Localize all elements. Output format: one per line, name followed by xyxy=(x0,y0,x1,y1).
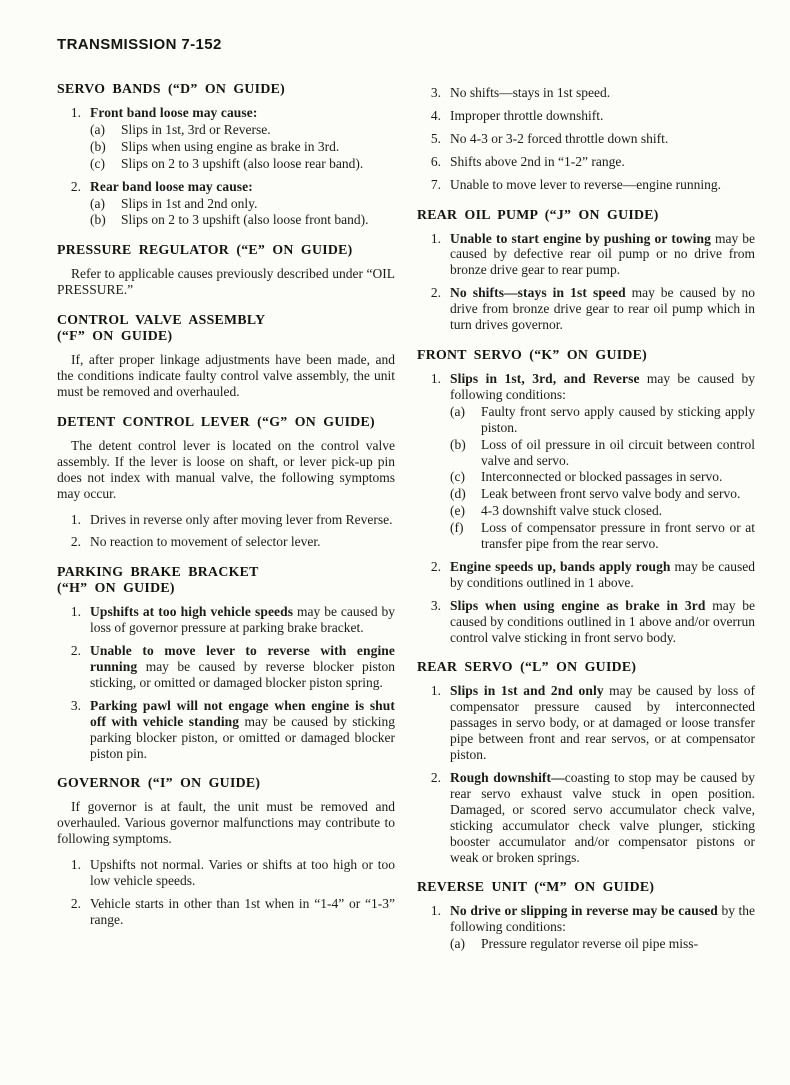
sub-item-text: Slips in 1st and 2nd only. xyxy=(121,195,258,211)
item-body xyxy=(90,512,395,528)
sub-item xyxy=(450,469,755,485)
list-item xyxy=(417,770,755,865)
section-heading-line: DETENT CONTROL LEVER (“G” ON GUIDE) xyxy=(57,413,375,429)
item-bold-lead: Slips when using engine as brake in 3rd xyxy=(450,597,706,613)
item-bold-lead: Rear band loose may cause: xyxy=(90,178,253,194)
list-item xyxy=(57,179,395,229)
item-number: 2. xyxy=(70,896,81,911)
sub-item-label: (e) xyxy=(450,503,465,519)
sub-item xyxy=(90,196,395,212)
list-item xyxy=(417,177,755,193)
sub-item-label: (a) xyxy=(450,403,465,419)
section-heading-line: FRONT SERVO (“K” ON GUIDE) xyxy=(417,346,648,362)
section-heading xyxy=(417,659,755,675)
item-number: 6. xyxy=(430,153,441,169)
list-item xyxy=(57,896,395,928)
section-heading-line: SERVO BANDS (“D” ON GUIDE) xyxy=(57,81,286,96)
item-bold-lead: Parking pawl will not engage when engine is shut off with vehicle standing xyxy=(90,697,395,729)
item-body xyxy=(90,857,395,889)
sub-item xyxy=(450,936,755,952)
item-bold-lead: Unable to start engine by pushing or towing xyxy=(450,230,711,246)
sub-item-text: Interconnected or blocked passages in servo. xyxy=(481,469,723,485)
item-text: may be caused by no drive from bronze drive gear to rear oil pump which in turn drives governor. xyxy=(450,285,756,333)
sub-item-text: Slips on 2 to 3 upshift (also loose front band). xyxy=(121,212,369,228)
item-bold-lead: Slips in 1st, 3rd, and Reverse xyxy=(450,370,640,386)
list-item xyxy=(417,131,755,147)
paragraph: The detent control lever is located on the control valve assembly. If the lever is loose on shaft, or lever pick-up pin does not index with manual valve, the following symptoms may occur. xyxy=(57,437,395,501)
sub-item-label: (a) xyxy=(90,195,105,211)
page-header: TRANSMISSION 7-152 xyxy=(57,36,222,53)
sub-item-label: (c) xyxy=(90,155,105,171)
sub-item-text: Loss of oil pressure in oil circuit between control valve and servo. xyxy=(481,436,755,468)
item-text: Shifts above 2nd in “1-2” range. xyxy=(450,153,625,169)
item-number: 3. xyxy=(70,697,81,713)
sub-item xyxy=(450,503,755,519)
item-body xyxy=(450,154,755,170)
item-body xyxy=(450,770,755,865)
section-heading-line: GOVERNOR (“I” ON GUIDE) xyxy=(57,775,261,791)
list-item xyxy=(417,683,755,763)
item-bold-lead: Slips in 1st and 2nd only xyxy=(450,683,604,699)
item-body xyxy=(90,604,395,636)
item-text: No shifts—stays in 1st speed. xyxy=(450,85,611,100)
sub-item-label: (a) xyxy=(90,121,105,137)
item-text: Unable to move lever to reverse—engine running. xyxy=(450,176,722,192)
section-heading xyxy=(417,347,755,363)
item-number: 1. xyxy=(70,105,81,120)
section-heading xyxy=(417,207,755,223)
item-number: 3. xyxy=(430,597,441,613)
item-text: Drives in reverse only after moving lever from Reverse. xyxy=(90,511,393,527)
item-body xyxy=(450,683,755,763)
numbered-list xyxy=(57,512,395,551)
list-item xyxy=(417,903,755,952)
item-number: 1. xyxy=(70,857,81,873)
sub-item xyxy=(90,122,395,138)
item-text: No reaction to movement of selector lever. xyxy=(90,534,321,550)
item-bold-lead: Unable to move lever to reverse with engine running xyxy=(90,643,395,675)
item-number: 2. xyxy=(430,770,441,785)
sub-item xyxy=(90,212,395,228)
sub-item-label: (b) xyxy=(90,212,106,228)
item-bold-lead: Rough downshift— xyxy=(450,770,565,785)
list-item xyxy=(417,231,755,279)
item-body xyxy=(90,179,395,229)
section-heading xyxy=(57,242,395,258)
section-heading xyxy=(57,775,395,791)
sub-item-label: (f) xyxy=(450,520,464,536)
item-bold-lead: No shifts—stays in 1st speed xyxy=(450,285,626,301)
item-number: 5. xyxy=(430,130,441,146)
item-body xyxy=(450,903,755,952)
item-body xyxy=(90,534,395,550)
sub-item-text: 4-3 downshift valve stuck closed. xyxy=(481,503,663,519)
item-number: 4. xyxy=(430,107,441,123)
item-number: 2. xyxy=(430,558,441,574)
numbered-list xyxy=(417,85,755,193)
section-heading xyxy=(57,81,395,97)
item-text: may be caused by conditions outlined in 1 above. xyxy=(450,558,755,590)
item-body xyxy=(450,231,755,279)
numbered-list xyxy=(417,371,755,646)
list-item xyxy=(57,534,395,550)
item-text: may be caused by loss of compensator pressure caused by interconnected passages in servo body, or at damaged or loose transfer pipe between front and rear servos, or at compensator piston. xyxy=(450,683,756,763)
sub-item xyxy=(90,139,395,155)
list-item xyxy=(417,154,755,170)
list-item xyxy=(417,559,755,591)
column-1 xyxy=(57,81,395,962)
section-heading xyxy=(57,414,395,430)
list-item xyxy=(57,105,395,172)
item-body xyxy=(450,177,755,193)
item-text: may be caused by following conditions: xyxy=(450,370,755,402)
section-heading-line: CONTROL VALVE ASSEMBLY xyxy=(57,312,266,328)
list-item xyxy=(57,857,395,889)
item-body xyxy=(450,598,755,646)
paragraph: Refer to applicable causes previously described under “OIL PRESSURE.” xyxy=(57,266,395,298)
sub-item-text: Slips in 1st, 3rd or Reverse. xyxy=(121,121,271,137)
item-body xyxy=(450,371,755,552)
item-text: Upshifts not normal. Varies or shifts at too high or too low vehicle speeds. xyxy=(90,857,395,889)
sub-item xyxy=(450,404,755,436)
section-heading-line: REVERSE UNIT (“M” ON GUIDE) xyxy=(417,879,655,895)
item-body xyxy=(90,643,395,691)
numbered-list xyxy=(417,683,755,865)
item-text: may be caused by reverse blocker piston sticking, or omitted or damaged blocker piston spring. xyxy=(90,659,396,690)
sub-item xyxy=(450,486,755,502)
list-item xyxy=(417,85,755,101)
item-body xyxy=(450,285,755,333)
item-body xyxy=(450,559,755,591)
item-number: 1. xyxy=(430,370,441,386)
sub-item-text: Leak between front servo valve body and servo. xyxy=(481,486,741,502)
paragraph: If governor is at fault, the unit must be removed and overhauled. Various governor malfunctions may contribute to following symptoms. xyxy=(57,799,395,847)
list-item xyxy=(417,285,755,333)
item-text: No 4-3 or 3-2 forced throttle down shift. xyxy=(450,130,669,146)
item-body xyxy=(450,131,755,147)
numbered-list xyxy=(57,604,395,761)
section-heading xyxy=(417,879,755,895)
list-item xyxy=(417,108,755,124)
item-number: 3. xyxy=(430,85,441,100)
item-text: Improper throttle downshift. xyxy=(450,107,604,123)
item-text: may be caused by sticking parking blocker piston, or omitted or damaged blocker piston pin. xyxy=(90,713,396,761)
item-number: 7. xyxy=(430,176,441,192)
section-heading-line: (“F” ON GUIDE) xyxy=(57,328,173,344)
sub-item-label: (d) xyxy=(450,486,466,502)
numbered-list xyxy=(57,857,395,928)
sub-item-text: Pressure regulator reverse oil pipe miss- xyxy=(481,936,699,952)
item-number: 2. xyxy=(70,178,81,194)
item-text: may be caused by loss of governor pressure at parking brake bracket. xyxy=(90,604,396,636)
sub-item-label: (c) xyxy=(450,469,465,485)
item-number: 2. xyxy=(430,285,441,301)
item-number: 1. xyxy=(430,903,441,919)
numbered-list xyxy=(57,105,395,228)
sub-item-text: Slips on 2 to 3 upshift (also loose rear band). xyxy=(121,155,364,171)
column-2 xyxy=(417,81,755,962)
list-item xyxy=(57,643,395,691)
list-item xyxy=(417,598,755,646)
item-text: by the following conditions: xyxy=(450,903,756,935)
item-bold-lead: No drive or slipping in reverse may be caused xyxy=(450,903,718,919)
text-columns xyxy=(57,81,755,962)
paragraph: If, after proper linkage adjustments have been made, and the conditions indicate faulty control valve assembly, the unit must be removed and overhauled. xyxy=(57,352,395,399)
item-body xyxy=(90,698,395,762)
section-heading-line: PRESSURE REGULATOR (“E” ON GUIDE) xyxy=(57,242,353,258)
sub-item xyxy=(450,437,755,469)
item-text: may be caused by conditions outlined in 1 above and/or overrun control valve sticking in front servo body. xyxy=(450,597,755,645)
list-item xyxy=(417,371,755,552)
sub-item-label: (b) xyxy=(450,436,466,452)
item-number: 1. xyxy=(430,683,441,699)
sub-item-label: (a) xyxy=(450,936,465,952)
sub-item-text: Faulty front servo apply caused by sticking apply piston. xyxy=(481,403,755,435)
numbered-list xyxy=(417,903,755,952)
sub-item-text: Slips when using engine as brake in 3rd. xyxy=(121,138,340,154)
item-text: Vehicle starts in other than 1st when in “1-4” or “1-3” range. xyxy=(90,896,395,927)
section-heading xyxy=(57,564,395,596)
item-text: coasting to stop may be caused by rear servo exhaust valve stuck in open position. Damaged, or scored servo accumulator check valve, sticking accumulator check valve plunger, sticking booster accumulator and/or compensator pistons or weak or broken springs. xyxy=(450,770,755,865)
sub-item xyxy=(90,156,395,172)
list-item xyxy=(57,604,395,636)
item-number: 2. xyxy=(70,534,81,550)
list-item xyxy=(57,698,395,762)
item-number: 1. xyxy=(430,230,441,246)
numbered-list xyxy=(417,231,755,333)
section-heading-line: REAR OIL PUMP (“J” ON GUIDE) xyxy=(417,206,659,222)
item-number: 2. xyxy=(70,643,81,659)
section-heading-line: PARKING BRAKE BRACKET xyxy=(57,564,259,580)
sub-item xyxy=(450,520,755,552)
section-heading-line: (“H” ON GUIDE) xyxy=(57,580,175,596)
list-item xyxy=(57,512,395,528)
item-body xyxy=(450,85,755,101)
item-body xyxy=(450,108,755,124)
item-number: 1. xyxy=(70,511,81,527)
sub-item-label: (b) xyxy=(90,138,106,154)
item-bold-lead: Upshifts at too high vehicle speeds xyxy=(90,604,294,620)
item-text: may be caused by defective rear oil pump or no drive from bronze drive gear to rear pump. xyxy=(450,230,756,278)
item-body xyxy=(90,896,395,928)
sub-item-text: Loss of compensator pressure in front servo or at transfer pipe from the rear servo. xyxy=(481,520,755,552)
item-number: 1. xyxy=(70,604,81,620)
item-body xyxy=(90,105,395,172)
item-bold-lead: Front band loose may cause: xyxy=(90,105,258,120)
item-bold-lead: Engine speeds up, bands apply rough xyxy=(450,558,671,574)
section-heading-line: REAR SERVO (“L” ON GUIDE) xyxy=(417,659,637,675)
section-heading xyxy=(57,312,395,344)
